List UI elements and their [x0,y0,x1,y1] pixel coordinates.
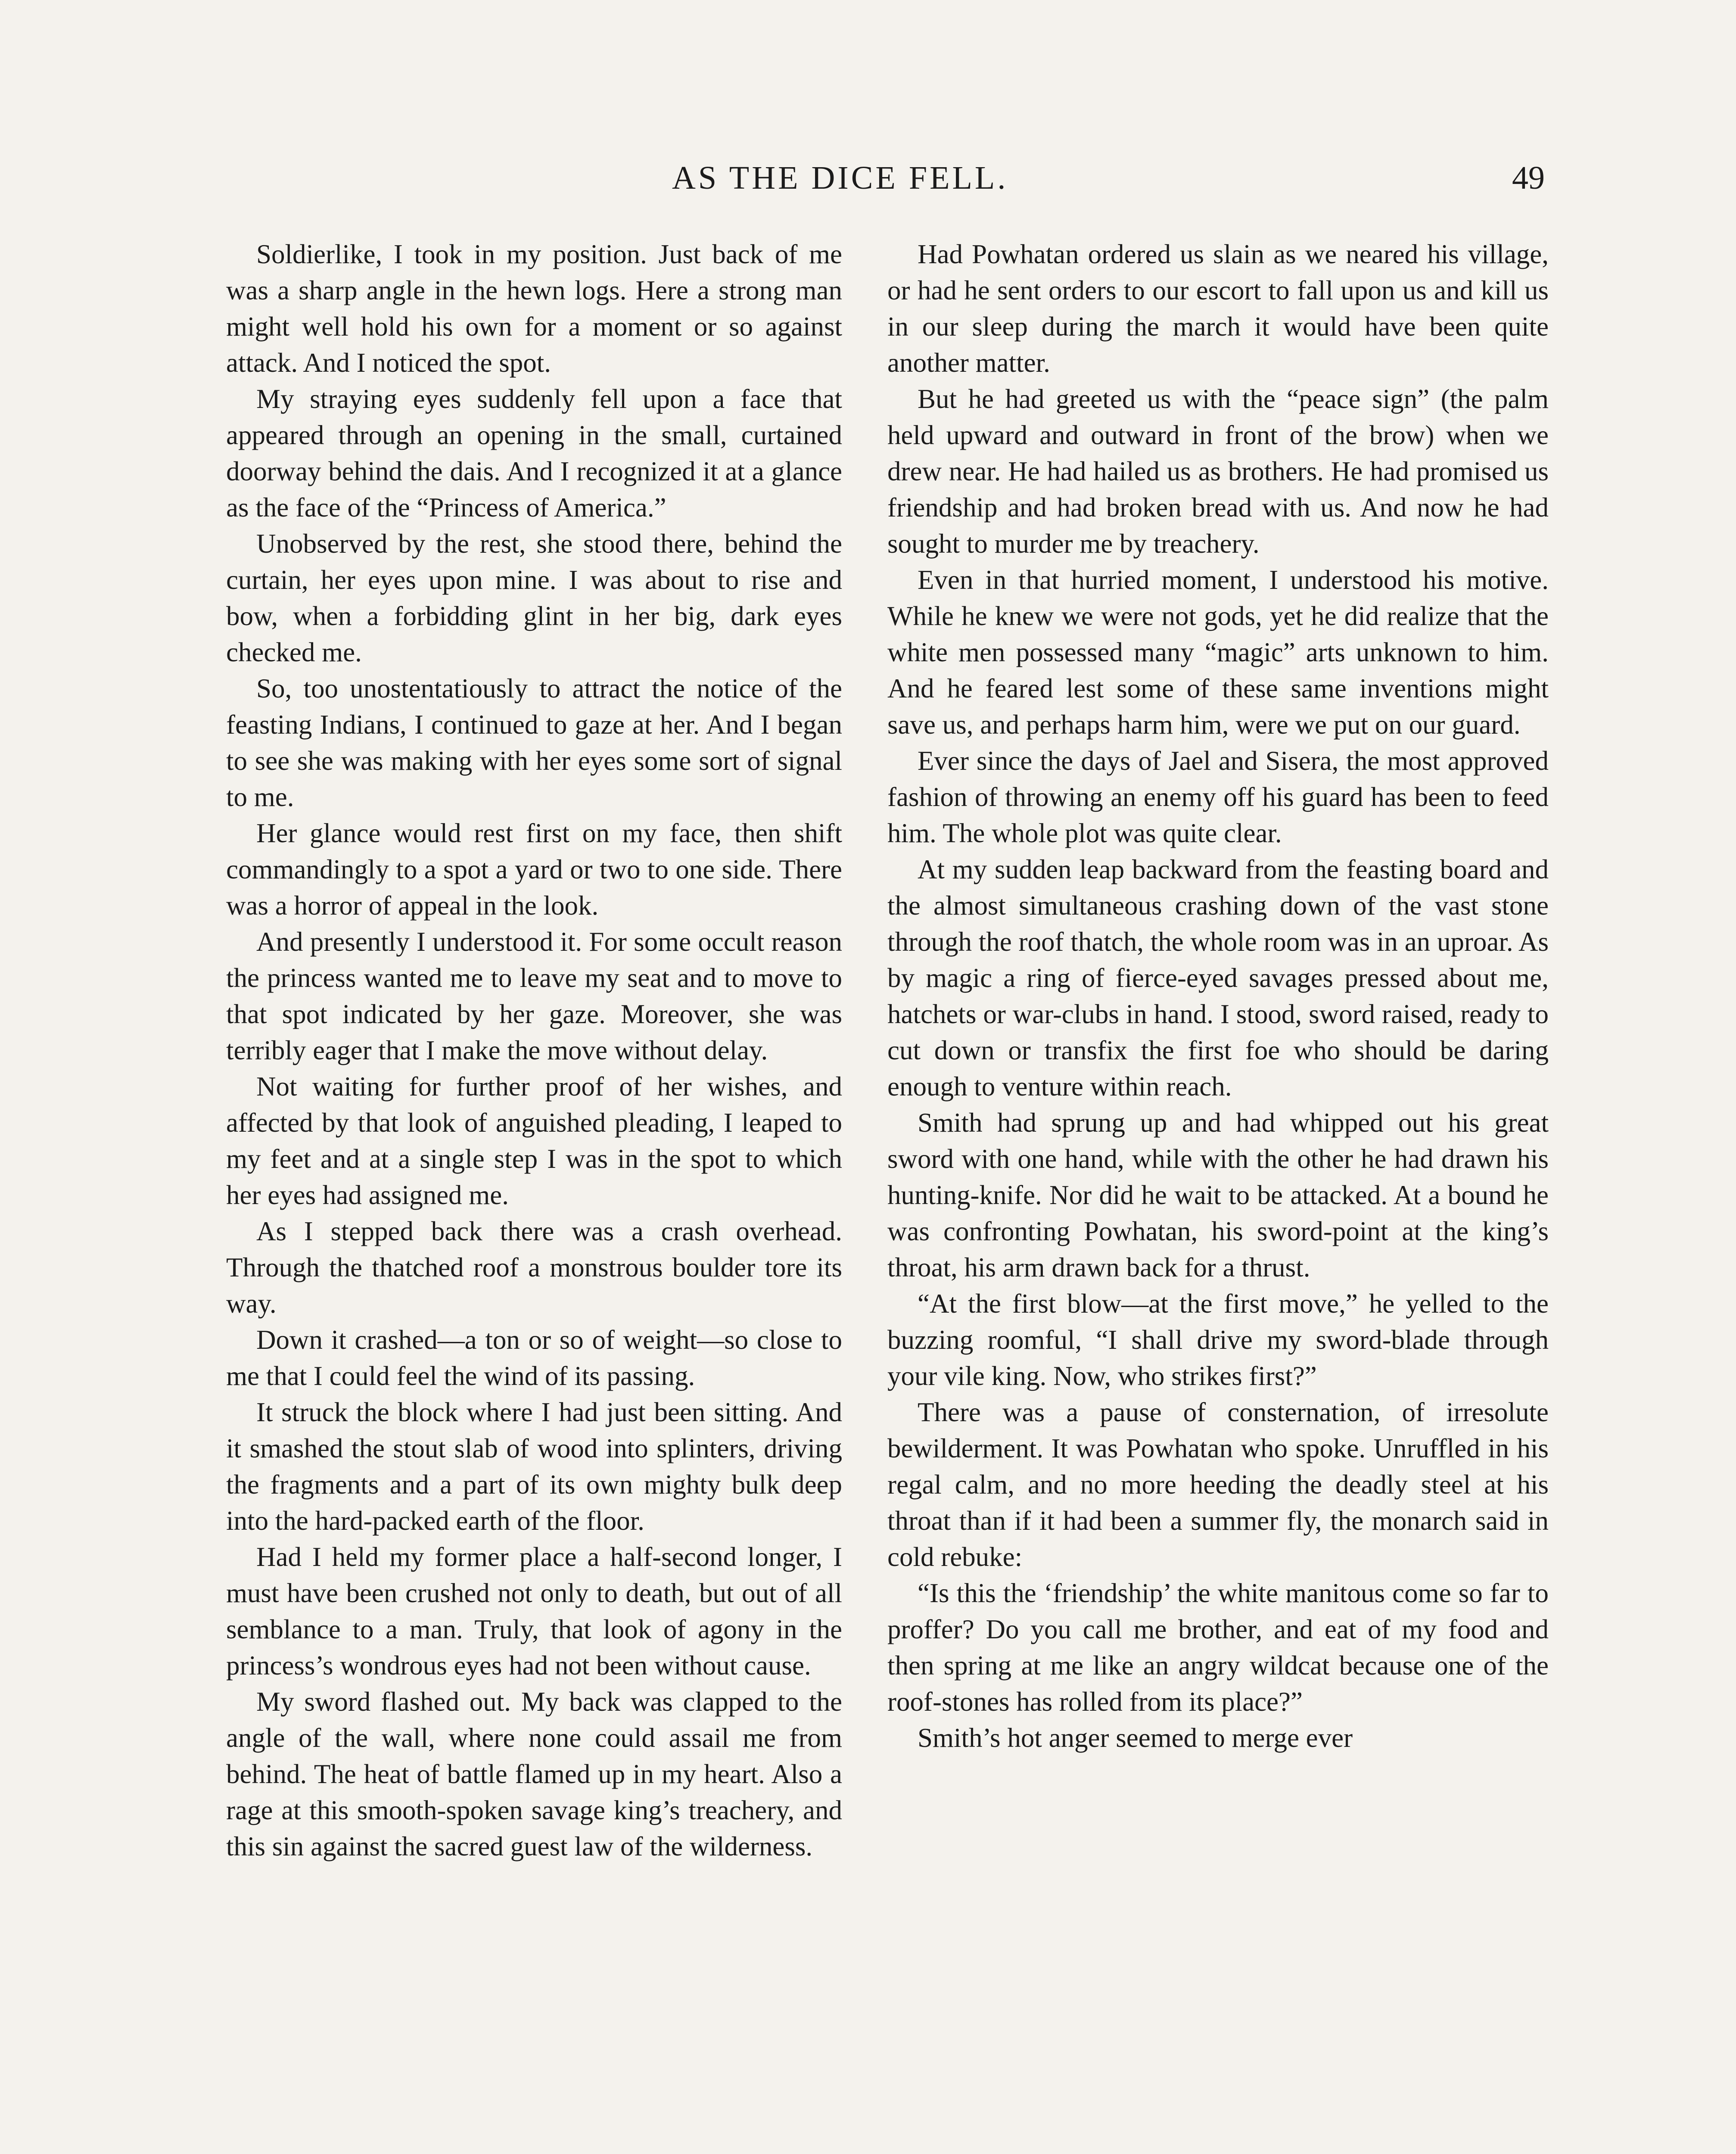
running-title: AS THE DICE FELL. [672,160,1008,196]
paragraph: But he had greeted us with the “peace sign” (the palm held upward and outward in front of the brow) when we drew near. He had hailed us as brothers. He had promised us friendship and had broken bread with us. And now he had sought to murder me by treachery. [887,384,1549,559]
paragraph: My straying eyes suddenly fell upon a face that appeared through an opening in the small, curtained doorway behind the dais. And I recognized it at a glance as the face of the “Princess of America.” [226,384,842,523]
paragraph: Ever since the days of Jael and Sisera, the most approved fashion of throwing an enemy off his guard has been to feed him. The whole plot was quite clear. [887,746,1549,848]
paragraph: “Is this the ‘friendship’ the white manitous come so far to proffer? Do you call me brother, and eat of my food and then spring at me like an angry wildcat because one of the roof-stones has rolled from its place?” [887,1578,1549,1717]
paragraph: Even in that hurried moment, I understood his motive. While he knew we were not gods, yet he did realize that the white men possessed many “magic” arts unknown to him. And he feared lest some of these same inventions might save us, and perhaps harm him, were we put on our guard. [887,565,1549,740]
paragraph: “At the first blow—at the first move,” he yelled to the buzzing roomful, “I shall drive my sword-blade through your vile king. Now, who strikes first?” [887,1289,1549,1391]
paragraph: My sword flashed out. My back was clapped to the angle of the wall, where none could assail me from behind. The heat of battle flamed up in my heart. Also a rage at this smooth-spoken savage king’s treachery, and this sin against the sacred guest law of the wilderness. [226,1687,842,1861]
page-header [0,159,1736,211]
paragraph: Her glance would rest first on my face, then shift commandingly to a spot a yard or two to one side. There was a horror of appeal in the look. [226,818,842,921]
paragraph: So, too unostentatiously to attract the notice of the feasting Indians, I continued to gaze at her. And I began to see she was making with her eyes some sort of signal to me. [226,673,842,812]
paragraph: Soldierlike, I took in my position. Just back of me was a sharp angle in the hewn logs. Here a strong man might well hold his own for a moment or so against attack. And I noticed the spot. [226,239,842,378]
right-column [887,236,1549,1756]
left-column [226,236,842,1865]
paragraph: And presently I understood it. For some occult reason the princess wanted me to leave my seat and to move to that spot indicated by her gaze. Moreover, she was terribly eager that I make the move without delay. [226,927,842,1065]
paragraph: Had I held my former place a half-second longer, I must have been crushed not only to death, but out of all semblance to a man. Truly, that look of agony in the princess’s wondrous eyes had not been without cause. [226,1542,842,1681]
paragraph: It struck the block where I had just been sitting. And it smashed the stout slab of wood into splinters, driving the fragments and a part of its own mighty bulk deep into the hard-packed earth of the floor. [226,1397,842,1536]
paragraph: Down it crashed—a ton or so of weight—so close to me that I could feel the wind of its passing. [226,1325,842,1391]
paragraph: Had Powhatan ordered us slain as we neared his village, or had he sent orders to our escort to fall upon us and kill us in our sleep during the march it would have been quite another matter. [887,239,1549,378]
paragraph: At my sudden leap backward from the feasting board and the almost simultaneous crashing down of the vast stone through the roof thatch, the whole room was in an uproar. As by magic a ring of fierce-eyed savages pressed about me, hatchets or war-clubs in hand. I stood, sword raised, ready to cut down or transfix the first foe who should be daring enough to venture within reach. [887,854,1549,1102]
paragraph: Unobserved by the rest, she stood there, behind the curtain, her eyes upon mine. I was about to rise and bow, when a forbidding glint in her big, dark eyes checked me. [226,529,842,667]
page-number: 49 [1512,160,1545,196]
paragraph: Smith’s hot anger seemed to merge ever [918,1723,1353,1753]
paragraph: As I stepped back there was a crash overhead. Through the thatched roof a monstrous boulder tore its way. [226,1216,842,1319]
paragraph: There was a pause of consternation, of irresolute bewilderment. It was Powhatan who spoke. Unruffled in his regal calm, and no more heeding the deadly steel at his throat than if it had been a summer fly, the monarch said in cold rebuke: [887,1397,1549,1572]
paragraph: Smith had sprung up and had whipped out his great sword with one hand, while with the other he had drawn his hunting-knife. Nor did he wait to be attacked. At a bound he was confronting Powhatan, his sword-point at the king’s throat, his arm drawn back for a thrust. [887,1108,1549,1282]
paragraph: Not waiting for further proof of her wishes, and affected by that look of anguished pleading, I leaped to my feet and at a single step I was in the spot to which her eyes had assigned me. [226,1071,842,1210]
